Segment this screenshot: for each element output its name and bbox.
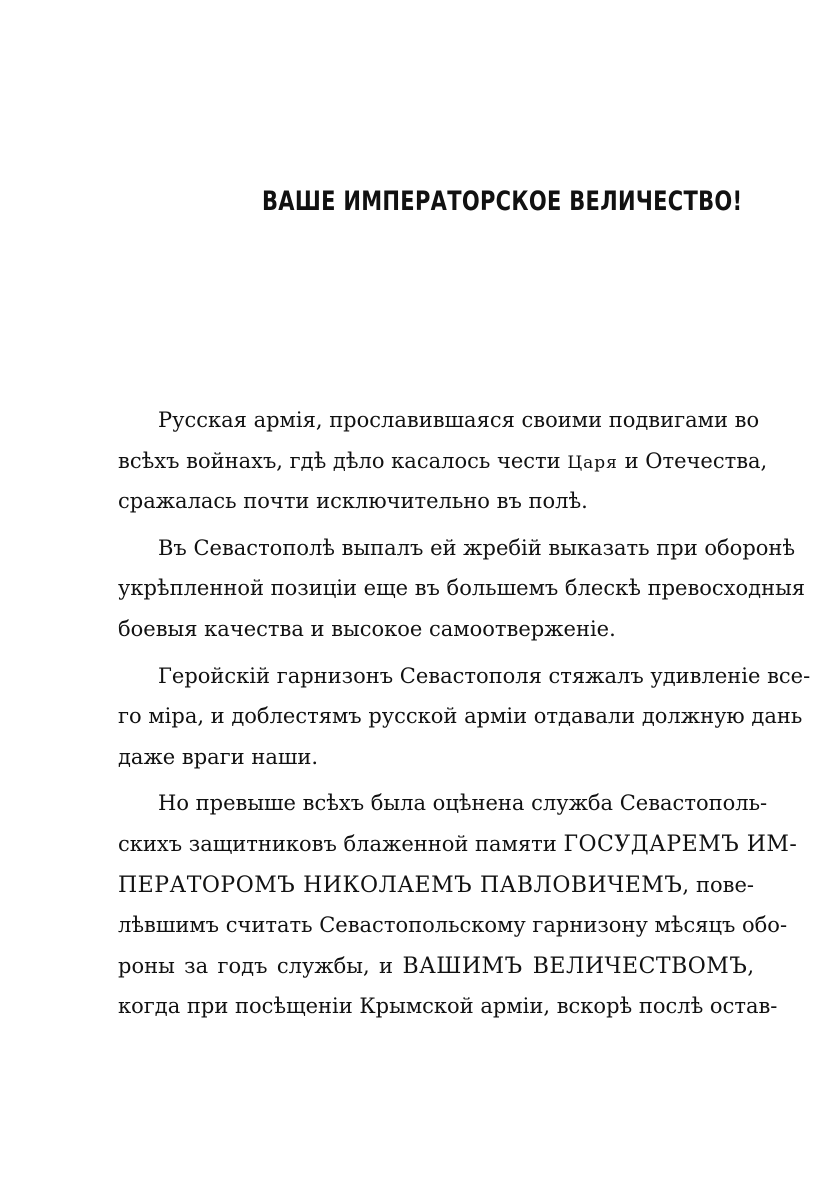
text-line: Въ Севастополѣ выпалъ ей жребій выказать при оборонѣ (158, 535, 796, 560)
text-line: всѣхъ войнахъ, гдѣ дѣло касалось чести Царя и Отечества, (118, 448, 768, 473)
text-line: ПЕРАТОРОМЪ НИКОЛАЕМЪ ПАВЛОВИЧЕМЪ, пове- (118, 872, 755, 898)
text-line: роны за годъ службы, и ВАШИМЪ ВЕЛИЧЕСТВОМЪ, (118, 953, 754, 979)
text-line: Геройскій гарнизонъ Севастополя стяжалъ удивленіе все- (158, 663, 811, 688)
text-line: Русская армія, прославившаяся своими подвигами во (158, 408, 760, 432)
text-line: когда при посѣщеніи Крымской арміи, вскорѣ послѣ остав- (118, 994, 778, 1019)
text-line: Но превыше всѣхъ была оцѣнена служба Севастополь- (158, 791, 768, 816)
text-line: лѣвшимъ считать Севастопольскому гарнизону мѣсяцъ обо- (118, 913, 788, 938)
text-line: даже враги наши. (118, 744, 319, 769)
text-line: укрѣпленной позиціи еще въ большемъ блескѣ превосходныя (118, 576, 806, 601)
body-text (118, 400, 811, 1027)
text-line: боевыя качества и высокое самоотверженіе. (118, 616, 616, 641)
text-line: сражалась почти исключительно въ полѣ. (118, 489, 588, 514)
text-line: го міра, и доблестямъ русской арміи отдавали должную дань (118, 704, 803, 729)
text-line: скихъ защитниковъ блаженной памяти ГОСУДАРЕМЪ ИМ- (118, 831, 798, 857)
page-heading: ВАШЕ ИМПЕРАТОРСКОЕ ВЕЛИЧЕСТВО! (262, 186, 743, 216)
